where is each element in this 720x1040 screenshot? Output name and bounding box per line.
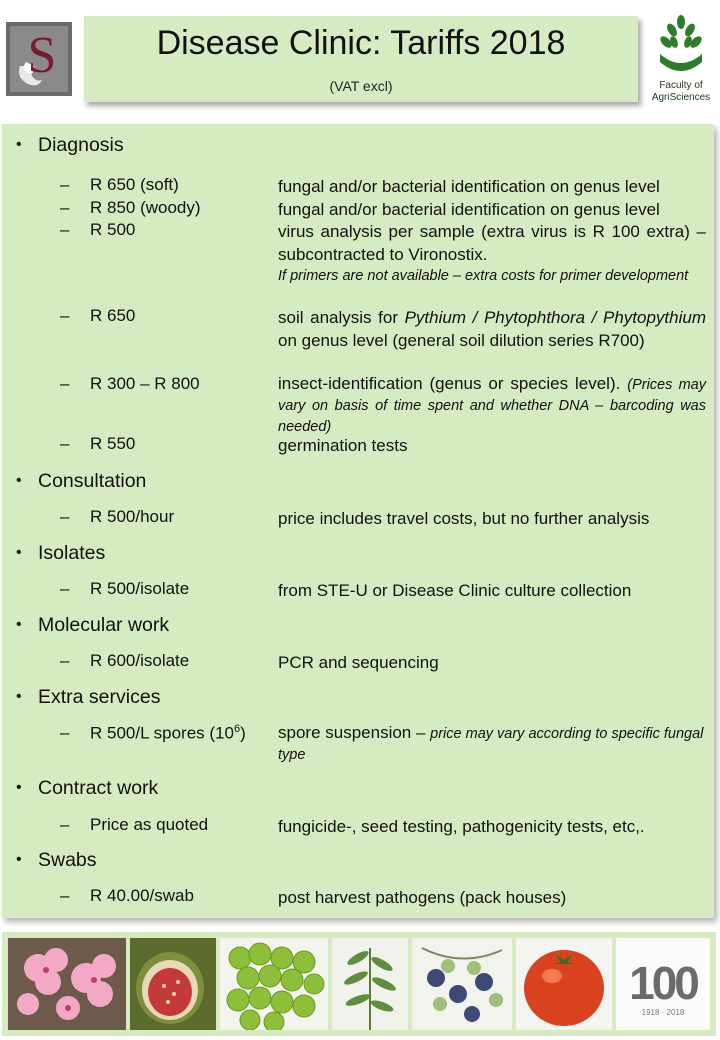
dash: – [60,306,70,325]
bullet: • [16,616,22,633]
section-title: Consultation [38,470,147,492]
description: post harvest pathogens (pack houses) [278,888,567,907]
centenary-logo [616,938,710,1030]
price: R 650 [90,306,136,325]
dash: – [60,220,70,239]
dash: – [60,651,70,670]
section-isolates [16,542,105,565]
centenary-number: 100 [629,957,697,1009]
price: R 500/L spores $(10^6)$ [90,723,246,743]
description: insect-identification (genus or species level). (Prices may vary on basis of time spent and whether DNA – barcoding was needed) [278,374,706,435]
section-title: Molecular work [38,614,170,636]
bullet: • [16,851,22,868]
note: If primers are not available – extra costs for primer development [278,268,689,284]
section-consultation [16,470,146,493]
price: R 40.00/swab [90,886,194,905]
price: R 500/hour [90,507,175,526]
tomato-photo [516,938,612,1030]
description: fungal and/or bacterial identification on genus level [278,177,660,196]
blueberries-photo [412,938,512,1030]
section-title: Diagnosis [38,134,124,156]
price: R 300 – R 800 [90,374,200,393]
section-swabs [16,849,97,872]
dash: – [60,723,70,742]
description: PCR and sequencing [278,653,439,672]
exponent: 6 [233,723,241,735]
tariff-list [2,124,714,918]
dash: – [60,374,70,393]
description: fungal and/or bacterial identification on genus level [278,200,660,219]
price: R 500/isolate [90,579,190,598]
price: R 650 (soft) [90,175,179,194]
dash: – [60,175,70,194]
pathogen-names: Pythium / Phytophthora / Phytopythium [404,308,707,327]
description: fungicide-, seed testing, pathogenicity tests, etc,. [278,817,645,836]
note: price may vary according to specific fungal type [278,726,704,763]
section-molecular-work [16,614,169,637]
section-diagnosis [16,134,124,157]
bullet: • [16,136,22,153]
section-title: Swabs [38,849,97,871]
bullet: • [16,688,22,705]
herb-sprig-photo [332,938,408,1030]
page-title: Disease Clinic: Tariffs 2018 [156,24,566,62]
photo-strip [2,932,716,1036]
dash: – [60,507,70,526]
section-title: Extra services [38,686,161,708]
description: germination tests [278,436,408,455]
pink-blossom-photo [8,938,126,1030]
title-banner [84,16,638,102]
price: R 500 [90,220,136,239]
dash: – [60,815,70,834]
note: (Prices may vary on basis of time spent and whether DNA – barcoding was needed) [278,377,706,435]
centenary-years: 1918 · 2018 [641,1008,685,1017]
bullet: • [16,472,22,489]
description: soil analysis for Pythium / Phytophthora / Phytopythium on genus level (general soil dilution series R700) [278,308,707,350]
section-extra-services [16,686,160,709]
description: price includes travel costs, but no further analysis [278,509,650,528]
dash: – [60,886,70,905]
dash: – [60,434,70,453]
description: virus analysis per sample (extra virus is R 100 extra) – subcontracted to Vironostix. [278,222,706,264]
dash: – [60,198,70,217]
dash: – [60,579,70,598]
section-contract-work [16,777,158,800]
faculty-logo-text: Faculty of AgriSciences [651,80,711,103]
section-title: Isolates [38,542,106,564]
price: Price as quoted [90,815,209,834]
logo-letter: S [27,27,57,84]
price: R 550 [90,434,136,453]
grapes-photo [220,938,328,1030]
bullet: • [16,779,22,796]
section-title: Contract work [38,777,159,799]
page-subtitle: (VAT excl) [329,78,393,94]
price: R 600/isolate [90,651,190,670]
price: R 850 (woody) [90,198,201,217]
fig-photo [130,938,216,1030]
bullet: • [16,544,22,561]
description: spore suspension – price may vary according to specific fungal type [278,723,704,763]
university-logo [6,22,72,96]
description: from STE-U or Disease Clinic culture collection [278,581,632,600]
faculty-logo [648,12,714,108]
